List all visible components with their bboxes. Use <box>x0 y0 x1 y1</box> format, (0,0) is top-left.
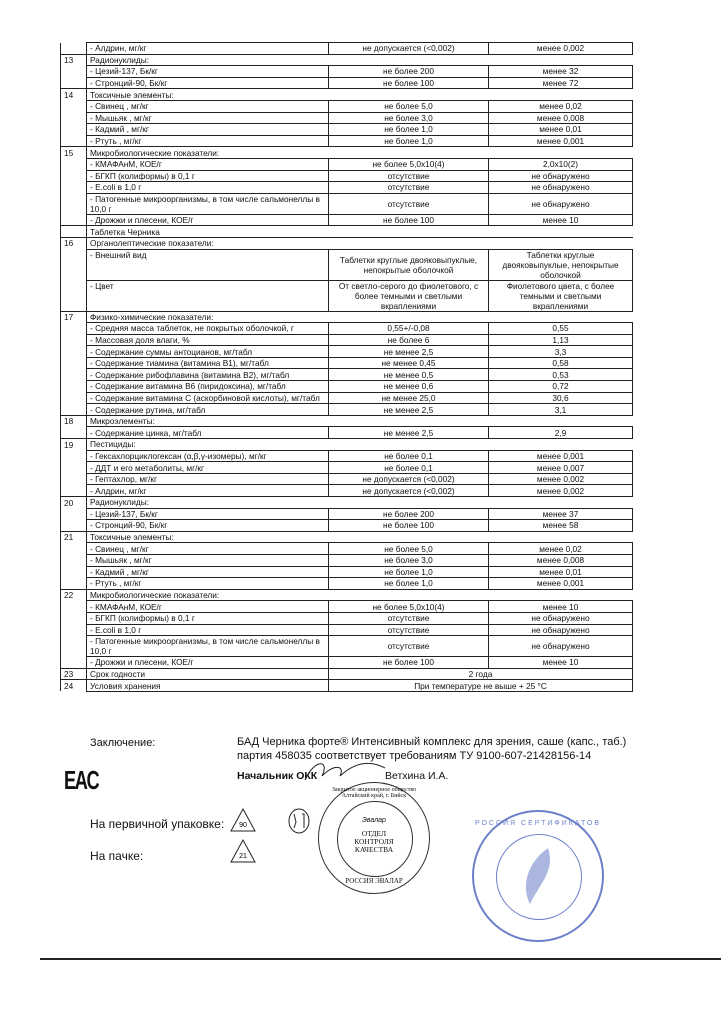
table-row <box>61 601 633 613</box>
conclusion-label: Заключение: <box>90 737 156 749</box>
indicator-name: - Алдрин, мг/кг <box>87 43 329 55</box>
table-row <box>61 543 633 555</box>
norm-value: не допускается (<0,002) <box>329 473 489 485</box>
indicator-name: - Ртуть , мг/кг <box>87 578 329 590</box>
table-row <box>61 636 633 657</box>
result-value: Таблетки круглые двояковыпуклые, непокрытые оболочкой <box>489 249 633 280</box>
section-row <box>61 589 633 601</box>
result-value: менее 0,008 <box>489 554 633 566</box>
table-row <box>61 624 633 636</box>
indicator-name: - Цезий-137, Бк/кг <box>87 508 329 520</box>
indicator-name: - Дрожжи и плесени, КОЕ/г <box>87 214 329 226</box>
result-value: менее 10 <box>489 657 633 669</box>
table-row <box>61 381 633 393</box>
box-packaging-label: На пачке: <box>90 849 144 863</box>
eac-logo: EAC <box>64 765 99 795</box>
indicator-name: - Мышьяк , мг/кг <box>87 112 329 124</box>
norm-value: не более 200 <box>329 66 489 78</box>
table-row <box>61 158 633 170</box>
result-value: не обнаружено <box>489 193 633 214</box>
row-number: 24 <box>61 680 87 692</box>
result-value: менее 0,008 <box>489 112 633 124</box>
result-value: не обнаружено <box>489 636 633 657</box>
indicator-name: - Стронций-90, Бк/кг <box>87 520 329 532</box>
norm-value: не менее 2,5 <box>329 427 489 439</box>
section-row <box>61 439 633 451</box>
row-value: 2 года <box>329 668 633 680</box>
section-row <box>61 415 633 427</box>
indicator-name: - Свинец , мг/кг <box>87 543 329 555</box>
result-value: 2,9 <box>489 427 633 439</box>
indicator-name: - Свинец , мг/кг <box>87 100 329 112</box>
norm-value: не более 100 <box>329 520 489 532</box>
result-value: не обнаружено <box>489 170 633 182</box>
section-title: Микроэлементы: <box>87 415 633 427</box>
table-row <box>61 77 633 89</box>
indicator-name: - Содержание витамина С (аскорбиновой кислоты), мг/табл <box>87 392 329 404</box>
indicator-name: - Ртуть , мг/кг <box>87 135 329 147</box>
svg-text:90: 90 <box>239 822 247 829</box>
norm-value: не более 3,0 <box>329 554 489 566</box>
indicator-name: - Стронций-90, Бк/кг <box>87 77 329 89</box>
row-number: 13 <box>61 54 87 66</box>
indicator-name: - Содержание рутина, мг/табл <box>87 404 329 416</box>
norm-value: не более 100 <box>329 77 489 89</box>
indicator-name: - Кадмий , мг/кг <box>87 566 329 578</box>
norm-value: не менее 0,5 <box>329 369 489 381</box>
result-value: 0,58 <box>489 357 633 369</box>
result-value: менее 0,001 <box>489 450 633 462</box>
table-row <box>61 520 633 532</box>
norm-value: не допускается (<0,002) <box>329 43 489 55</box>
section-row <box>61 497 633 509</box>
result-value: не обнаружено <box>489 612 633 624</box>
table-row <box>61 554 633 566</box>
norm-value: не менее 2,5 <box>329 346 489 358</box>
indicator-name: - Мышьяк , мг/кг <box>87 554 329 566</box>
table-row <box>61 657 633 669</box>
norm-value: не более 1,0 <box>329 578 489 590</box>
result-value: менее 37 <box>489 508 633 520</box>
norm-value: 0,55+/-0,08 <box>329 323 489 335</box>
indicator-name: - Средняя масса таблеток, не покрытых оболочкой, г <box>87 323 329 335</box>
table-row <box>61 112 633 124</box>
row-value: При температуре не выше + 25 °С <box>329 680 633 692</box>
section-row <box>61 54 633 66</box>
table-row <box>61 124 633 136</box>
result-value: 3,1 <box>489 404 633 416</box>
section-row <box>61 89 633 101</box>
test-results-table <box>60 42 633 692</box>
section-title: Таблетка Черника <box>87 226 633 238</box>
norm-value: не менее 0,45 <box>329 357 489 369</box>
table-row <box>61 369 633 381</box>
table-row <box>61 193 633 214</box>
indicator-name: - Гексахлорциклогексан (α,β,γ-изомеры), мг/кг <box>87 450 329 462</box>
norm-value: отсутствие <box>329 193 489 214</box>
indicator-name: - ДДТ и его метаболиты, мг/кг <box>87 462 329 474</box>
norm-value: не более 0,1 <box>329 450 489 462</box>
norm-value: не допускается (<0,002) <box>329 485 489 497</box>
result-value: 1,13 <box>489 334 633 346</box>
norm-value: отсутствие <box>329 612 489 624</box>
row-label: Срок годности <box>87 668 329 680</box>
conclusion-text <box>237 735 626 763</box>
signature-name: Ветхина И.А. <box>385 770 449 782</box>
section-title: Пестициды: <box>87 439 633 451</box>
result-value: 0,72 <box>489 381 633 393</box>
result-value: менее 72 <box>489 77 633 89</box>
table-row <box>61 485 633 497</box>
conclusion-line-1: БАД Черника форте® Интенсивный комплекс для зрения, саше (капс., таб.) <box>237 736 627 748</box>
section-title: Токсичные элементы: <box>87 531 633 543</box>
indicator-name: - Содержание тиамина (витамина В1), мг/табл <box>87 357 329 369</box>
section-title: Радионуклиды: <box>87 54 633 66</box>
table-row <box>61 334 633 346</box>
row-number <box>61 226 87 238</box>
result-value: менее 10 <box>489 214 633 226</box>
result-value: 30,6 <box>489 392 633 404</box>
result-value: менее 0,001 <box>489 578 633 590</box>
indicator-name: - Кадмий , мг/кг <box>87 124 329 136</box>
result-value: менее 32 <box>489 66 633 78</box>
section-title: Микробиологические показатели: <box>87 147 633 159</box>
primary-packaging-label: На первичной упаковке: <box>90 817 225 831</box>
conclusion-line-2: партия 458035 соответствует требованиям ТУ 9100-607-21428156-14 <box>237 750 592 762</box>
table-row <box>61 249 633 280</box>
table-row <box>61 392 633 404</box>
page-bottom-rule <box>40 958 721 960</box>
row-number: 23 <box>61 668 87 680</box>
result-value: менее 10 <box>489 601 633 613</box>
indicator-name: - Патогенные микроорганизмы, в том числе сальмонеллы в 10,0 г <box>87 193 329 214</box>
norm-value: не более 5,0 <box>329 543 489 555</box>
table-row <box>61 182 633 194</box>
svg-text:21: 21 <box>239 853 247 860</box>
table-row <box>61 473 633 485</box>
result-value: менее 0,002 <box>489 485 633 497</box>
indicator-name: - Цвет <box>87 280 329 311</box>
indicator-name: - E.coli в 1,0 г <box>87 624 329 636</box>
indicator-name: - Патогенные микроорганизмы, в том числе сальмонеллы в 10,0 г <box>87 636 329 657</box>
row-label: Условия хранения <box>87 680 329 692</box>
norm-value: отсутствие <box>329 636 489 657</box>
result-value: 3,3 <box>489 346 633 358</box>
table-row <box>61 170 633 182</box>
table-row <box>61 43 633 55</box>
table-row <box>61 214 633 226</box>
indicator-name: - Цезий-137, Бк/кг <box>87 66 329 78</box>
indicator-name: - Дрожжи и плесени, КОЕ/г <box>87 657 329 669</box>
indicator-name: - Содержание суммы антоцианов, мг/табл <box>87 346 329 358</box>
indicator-name: - Массовая доля влаги, % <box>87 334 329 346</box>
row-number: 19 <box>61 439 87 451</box>
table-row <box>61 100 633 112</box>
table-row <box>61 508 633 520</box>
row-number: 14 <box>61 89 87 101</box>
indicator-name: - Внешний вид <box>87 249 329 280</box>
result-value: менее 0,01 <box>489 566 633 578</box>
norm-value: не более 100 <box>329 657 489 669</box>
result-value: не обнаружено <box>489 182 633 194</box>
table-row <box>61 578 633 590</box>
result-value: менее 0,002 <box>489 473 633 485</box>
table-row <box>61 427 633 439</box>
result-value: менее 0,001 <box>489 135 633 147</box>
result-value: не обнаружено <box>489 624 633 636</box>
norm-value: не менее 0,6 <box>329 381 489 393</box>
table-row <box>61 462 633 474</box>
row-number: 18 <box>61 415 87 427</box>
row-number: 15 <box>61 147 87 159</box>
section-title: Физико-химические показатели: <box>87 311 633 323</box>
norm-value: не более 0,1 <box>329 462 489 474</box>
table-row <box>61 404 633 416</box>
table-row <box>61 323 633 335</box>
indicator-name: - КМАФАнМ, КОЕ/г <box>87 158 329 170</box>
indicator-name: - Гептахлор, мг/кг <box>87 473 329 485</box>
result-value: менее 0,02 <box>489 543 633 555</box>
norm-value: не более 5,0х10(4) <box>329 601 489 613</box>
indicator-name: - БГКП (колиформы) в 0,1 г <box>87 170 329 182</box>
result-value: менее 0,002 <box>489 43 633 55</box>
row-number: 20 <box>61 497 87 509</box>
table-row <box>61 346 633 358</box>
recycle-icon-box <box>229 838 257 866</box>
indicator-name: - Алдрин, мг/кг <box>87 485 329 497</box>
section-row <box>61 147 633 159</box>
norm-value: не более 1,0 <box>329 566 489 578</box>
section-row <box>61 531 633 543</box>
norm-value: не более 5,0х10(4) <box>329 158 489 170</box>
section-row <box>61 237 633 249</box>
indicator-name: - E.coli в 1,0 г <box>87 182 329 194</box>
norm-value: не более 100 <box>329 214 489 226</box>
norm-value: не более 5,0 <box>329 100 489 112</box>
table-row <box>61 280 633 311</box>
row-number: 21 <box>61 531 87 543</box>
section-row <box>61 226 633 238</box>
result-value: менее 58 <box>489 520 633 532</box>
norm-value: отсутствие <box>329 182 489 194</box>
result-value: менее 0,01 <box>489 124 633 136</box>
section-title: Токсичные элементы: <box>87 89 633 101</box>
result-value: менее 0,007 <box>489 462 633 474</box>
section-title: Органолептические показатели: <box>87 237 633 249</box>
recycle-icon-primary <box>229 807 257 835</box>
table-row <box>61 357 633 369</box>
norm-value: не более 3,0 <box>329 112 489 124</box>
indicator-name: - Содержание витамина В6 (пиридоксина), мг/табл <box>87 381 329 393</box>
food-safe-icon <box>287 808 311 834</box>
table-row <box>61 450 633 462</box>
norm-value: отсутствие <box>329 624 489 636</box>
norm-value: не более 200 <box>329 508 489 520</box>
indicator-name: - Содержание цинка, мг/табл <box>87 427 329 439</box>
norm-value: не более 1,0 <box>329 135 489 147</box>
norm-value: не более 6 <box>329 334 489 346</box>
row-number: 17 <box>61 311 87 323</box>
section-title: Микробиологические показатели: <box>87 589 633 601</box>
table-row <box>61 135 633 147</box>
indicator-name: - БГКП (колиформы) в 0,1 г <box>87 612 329 624</box>
row-number: 22 <box>61 589 87 601</box>
quality-control-stamp: Эвалар ОТДЕЛ КОНТРОЛЯ КАЧЕСТВА РОССИЯ ЭВАЛАР Закрытое акционерное общество Алтайский край, г. Бийск <box>318 782 430 894</box>
summary-row <box>61 680 633 692</box>
norm-value: не менее 2,5 <box>329 404 489 416</box>
norm-value: не более 1,0 <box>329 124 489 136</box>
result-value: Фиолетового цвета, с более темными и светлыми вкраплениями <box>489 280 633 311</box>
certification-stamp: РОССИЯ СЕРТИФИКАТОВ <box>472 810 604 942</box>
norm-value: отсутствие <box>329 170 489 182</box>
indicator-name: - Содержание рибофлавина (витамина В2), мг/табл <box>87 369 329 381</box>
result-value: менее 0,02 <box>489 100 633 112</box>
table-row <box>61 612 633 624</box>
result-value: 2,0х10(2) <box>489 158 633 170</box>
summary-row <box>61 668 633 680</box>
table-row <box>61 66 633 78</box>
result-value: 0,53 <box>489 369 633 381</box>
row-number: 16 <box>61 237 87 249</box>
indicator-name: - КМАФАнМ, КОЕ/г <box>87 601 329 613</box>
norm-value: не менее 25,0 <box>329 392 489 404</box>
norm-value: От светло-серого до фиолетового, с более темными и светлыми вкраплениями <box>329 280 489 311</box>
table-row <box>61 566 633 578</box>
section-row <box>61 311 633 323</box>
norm-value: Таблетки круглые двояковыпуклые, непокрытые оболочкой <box>329 249 489 280</box>
signature-position: Начальник ОКК <box>237 770 318 782</box>
section-title: Радионуклиды: <box>87 497 633 509</box>
result-value: 0,55 <box>489 323 633 335</box>
